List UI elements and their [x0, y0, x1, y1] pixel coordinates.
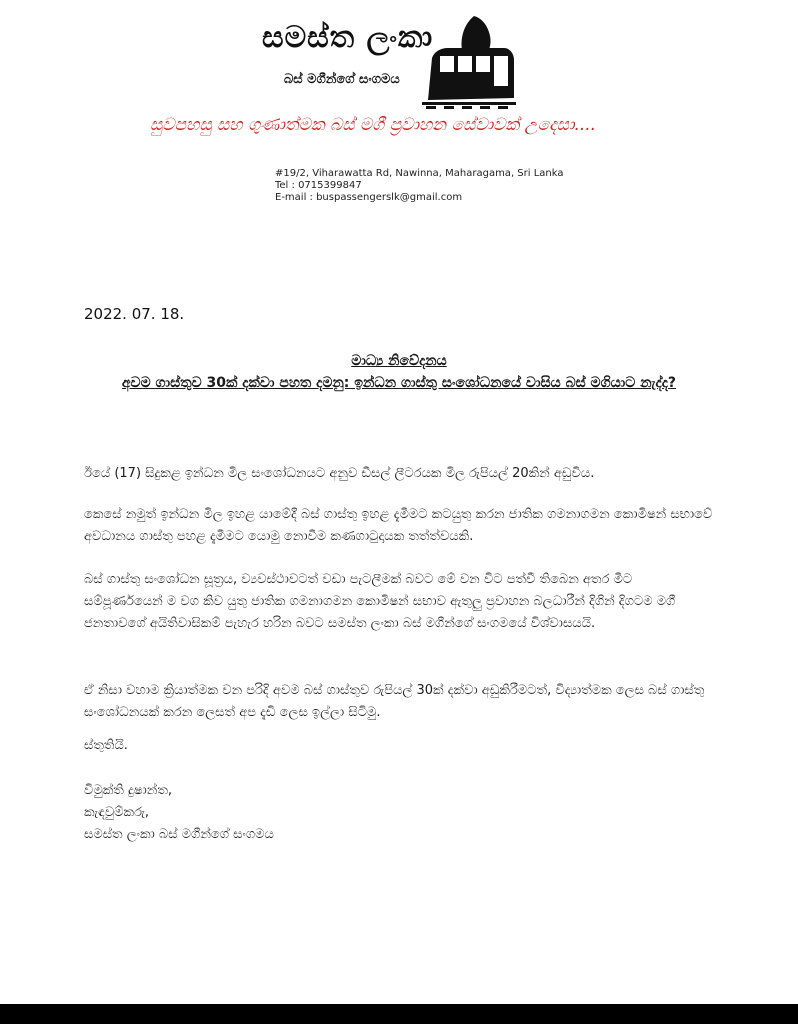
email-line: E-mail : buspassengerslk@gmail.com	[275, 192, 463, 203]
bus-logo-icon	[422, 14, 516, 110]
organization-logo	[262, 14, 512, 110]
signatory-role: කැඳවුම්කරු,	[84, 805, 150, 820]
signature-block	[84, 780, 274, 846]
paragraph: ඒ නිසා වහාම ක්‍රියාත්මක වන පරිදි අවම බස් ගාස්තුව රුපියල් 30ක් දක්වා අඩුකිරීමටත්, විද්‍යාත්මක ලෙස බස් ගාස්තු සංශෝධනයක් කරන ලෙසත් අප දැඩි ලෙස ඉල්ලා සිටිමු.	[84, 683, 705, 720]
signatory-organization: සමස්ත ලංකා බස් මගීන්ගේ සංගමය	[84, 827, 274, 842]
paragraph: බස් ගාස්තු සංශෝධන සූත්‍රය, ව්‍යවස්ථාවටත් වඩා පැටලීමක් බවට මේ වන විට පත්වී තිබෙන අතර මීට සම්පූර්ණයෙන් ම වග කිව යුතු ජාතික ගමනාගමන කොමිෂන් සභාව ඇතුලු ප්‍රවාහන බලධාරීන් දිගින් දිගටම මගී ජනතාවගේ අයිතිවාසිකම් පැහැර හරින බවට සමස්ත ලංකා බස් මගීන්ගේ සංගමයේ විශ්වාසයයි.	[84, 572, 676, 631]
document-date: 2022. 07. 18.	[84, 305, 185, 323]
paragraph: කෙසේ නමුත් ඉන්ධන මිල ඉහළ යාමේදී බස් ගාස්තු ඉහළ දැමීමට කටයුතු කරන ජාතික ගමනාගමන කොමිෂන් සභාවේ අවධානය ගාස්තු පහළ දැමීමට යොමු නොවීම කණගාටුදායක තත්ත්වයකි.	[84, 507, 713, 544]
signatory-name: විමුක්ති දුෂාන්ත,	[84, 783, 173, 798]
bottom-border	[0, 1004, 798, 1024]
heading-title: මාධ්‍ය නිවේදනය	[351, 353, 447, 369]
slogan: සුවපහසු සහ ගුණාත්මක බස් මගී ප්‍රවාහන සේවාවක් උදෙසා....	[150, 115, 597, 135]
logo-title: සමස්ත ලංකා	[262, 20, 434, 55]
closing-text: ස්තුතියි.	[84, 738, 128, 753]
telephone-line: Tel : 0715399847	[275, 180, 362, 191]
document-heading	[84, 350, 714, 394]
heading-subtitle: අවම ගාස්තුව 30ක් දක්වා පහත දමනු: ඉන්ධන ගාස්තු සංශෝධනයේ වාසිය බස් මගියාට නැද්ද?	[121, 375, 677, 391]
contact-block	[275, 168, 575, 204]
address-line: #19/2, Viharawatta Rd, Nawinna, Maharagama, Sri Lanka	[275, 168, 564, 179]
logo-subtitle: බස් මගීන්ගේ සංගමය	[284, 72, 400, 87]
paragraph: ඊයේ (17) සිදුකළ ඉන්ධන මිල සංශෝධනයට අනුව ඩීසල් ලීටරයක මිල රුපියල් 20කින් අඩුවිය.	[84, 466, 595, 481]
